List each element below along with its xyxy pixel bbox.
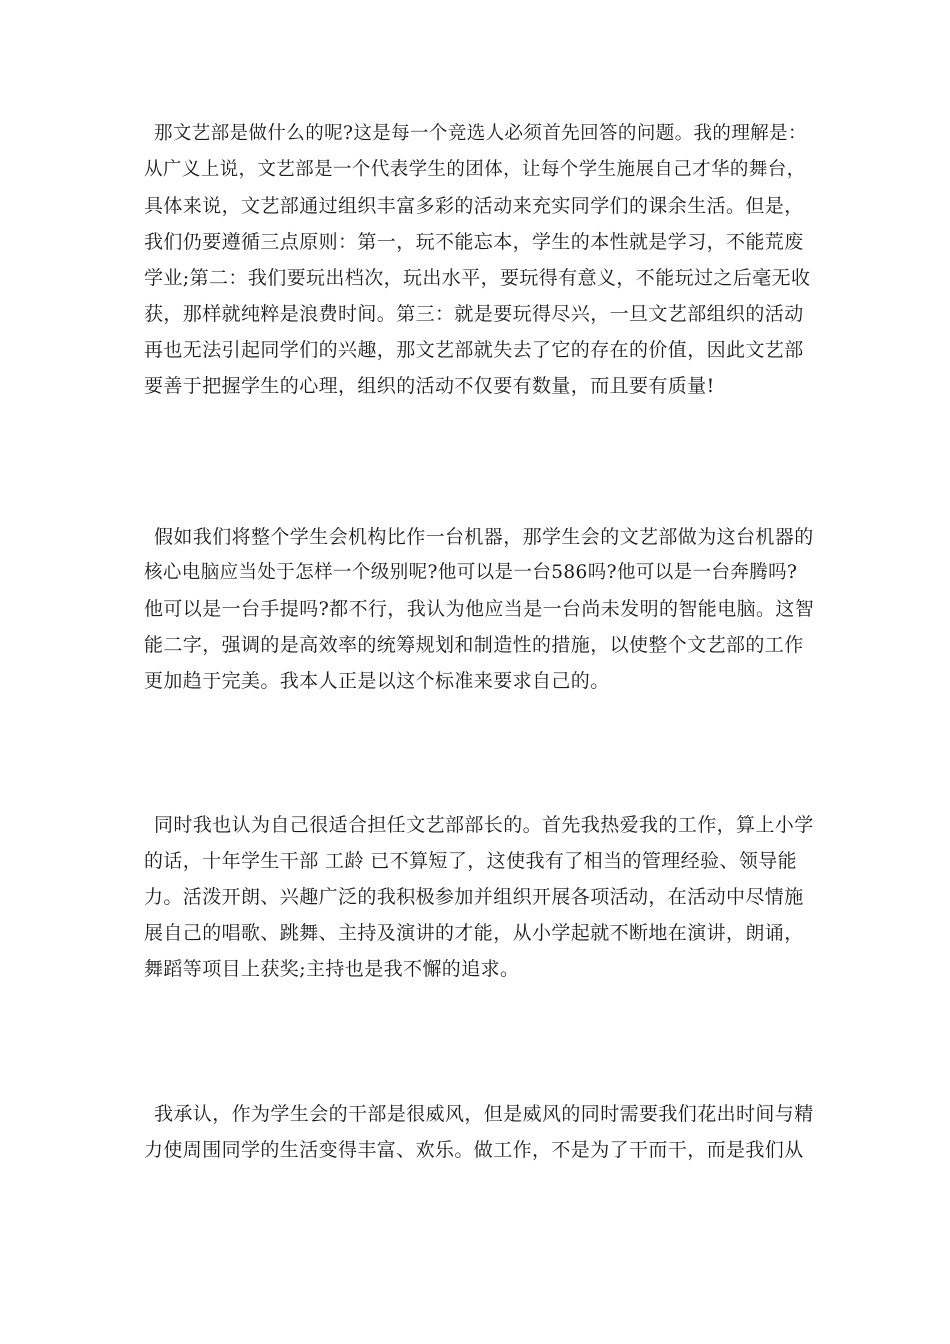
text-line: 从广义上说，文艺部是一个代表学生的团体，让每个学生施展自己才华的舞台， bbox=[144, 159, 806, 180]
text-line: 核心电脑应当处于怎样一个级别呢?他可以是一台586吗?他可以是一台奔腾吗? bbox=[144, 562, 798, 583]
paragraph-qualifications bbox=[144, 807, 814, 987]
text-line: 要善于把握学生的心理，组织的活动不仅要有数量，而且要有质量! bbox=[144, 375, 715, 397]
text-line: 同时我也认为自己很适合担任文艺部部长的。首先我热爱我的工作，算上小学 bbox=[154, 814, 814, 836]
text-line: 我们仍要遵循三点原则：第一，玩不能忘本，学生的本性就是学习，不能荒废 bbox=[144, 231, 804, 253]
text-line: 力使周围同学的生活变得丰富、欢乐。做工作，不是为了干而干，而是我们从 bbox=[144, 1139, 804, 1161]
text-line: 再也无法引起同学们的兴趣，那文艺部就失去了它的存在的价值，因此文艺部 bbox=[144, 339, 804, 361]
text-line: 舞蹈等项目上获奖;主持也是我不懈的追求。 bbox=[144, 958, 520, 980]
text-line: 能二字，强调的是高效率的统筹规划和制造性的措施，以使整个文艺部的工作 bbox=[144, 634, 804, 656]
text-line: 的话，十年学生干部 工龄 已不算短了，这使我有了相当的管理经验、领导能 bbox=[144, 850, 798, 872]
text-line: 那文艺部是做什么的呢?这是每一个竞选人必须首先回答的问题。我的理解是： bbox=[154, 123, 807, 144]
text-line: 力。活泼开朗、兴趣广泛的我积极参加并组织开展各项活动，在活动中尽情施 bbox=[144, 886, 804, 908]
text-line: 展自己的唱歌、跳舞、主持及演讲的才能，从小学起就不断地在演讲，朗诵， bbox=[144, 922, 804, 944]
paragraph-commitment bbox=[144, 1096, 814, 1168]
text-line: 更加趋于完美。我本人正是以这个标准来要求自己的。 bbox=[144, 670, 610, 692]
text-line: 获，那样就纯粹是浪费时间。第三：就是要玩得尽兴，一旦文艺部组织的活动 bbox=[144, 303, 804, 325]
paragraph-literary-department-role bbox=[144, 116, 814, 404]
text-line: 假如我们将整个学生会机构比作一台机器，那学生会的文艺部做为这台机器的 bbox=[154, 526, 814, 548]
paragraph-machine-analogy bbox=[144, 519, 814, 699]
text-line: 他可以是一台手提吗?都不行，我认为他应当是一台尚未发明的智能电脑。这智 bbox=[144, 598, 815, 620]
text-line: 学业;第二：我们要玩出档次，玩出水平，要玩得有意义，不能玩过之后毫无收 bbox=[144, 267, 811, 289]
text-line: 具体来说，文艺部通过组织丰富多彩的活动来充实同学们的课余生活。但是， bbox=[144, 195, 804, 217]
text-line: 我承认，作为学生会的干部是很威风，但是威风的同时需要我们花出时间与精 bbox=[154, 1103, 814, 1125]
